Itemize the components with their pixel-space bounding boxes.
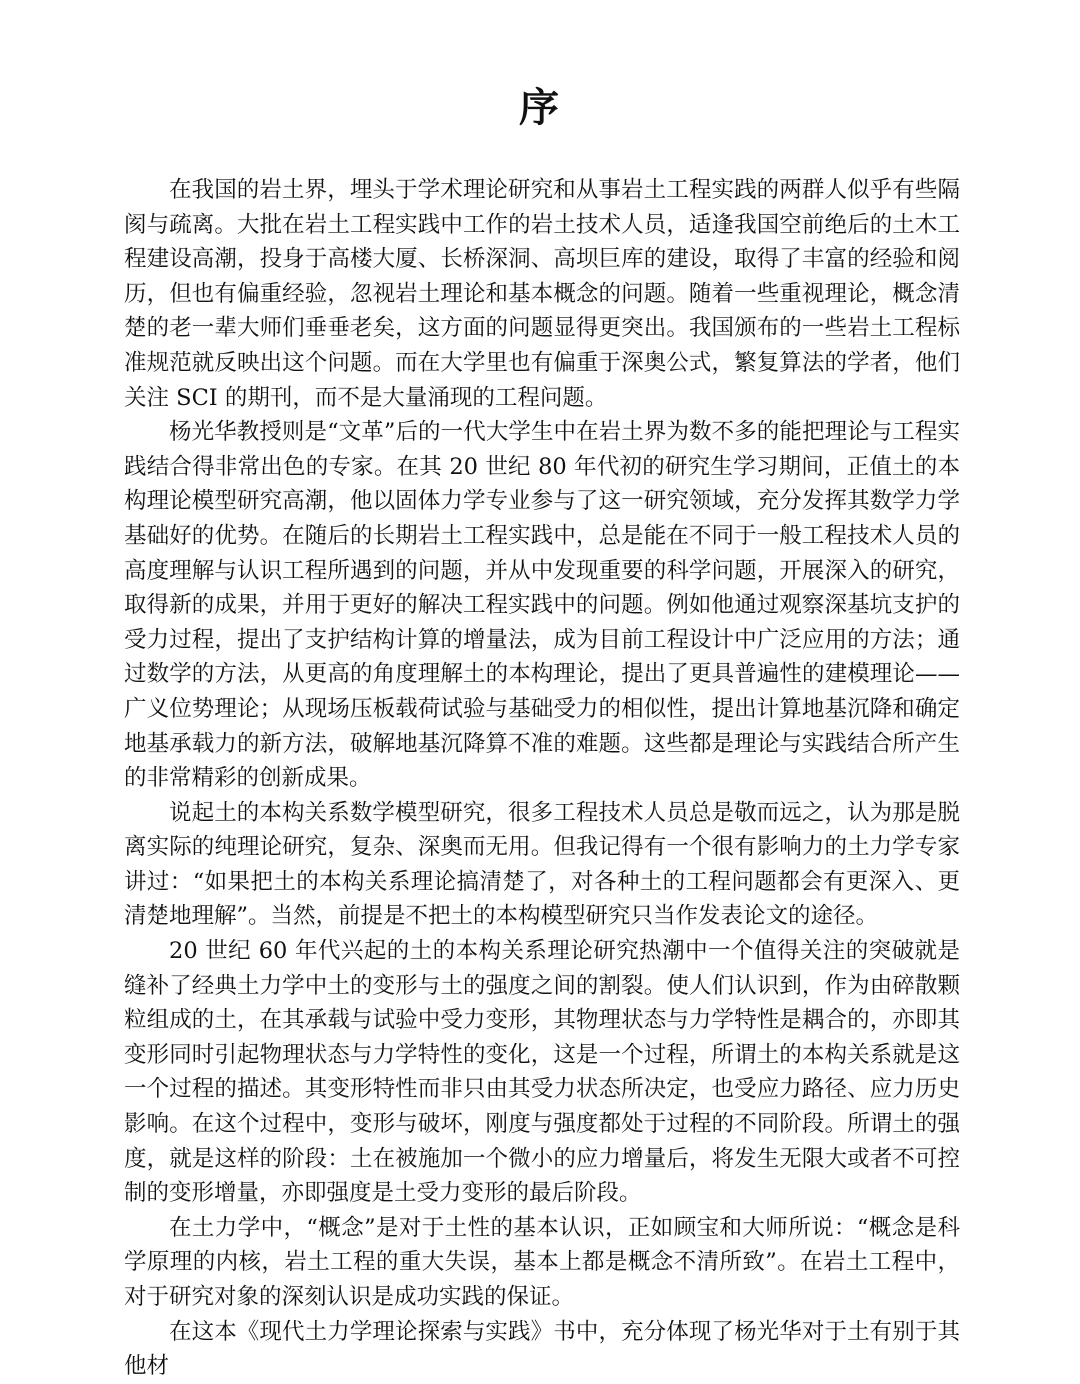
paragraph: 20 世纪 60 年代兴起的土的本构关系理论研究热潮中一个值得关注的突破就是缝补了经典土力学中土的变形与土的强度之间的割裂。使人们认识到，作为由碎散颗粒组成的土，在其承载与试验中受力变形，其物理状态与力学特性是耦合的，亦即其变形同时引起物理状态与力学特性的变化，这是一个过程，所谓土的本构关系就是这一个过程的描述。其变形特性而非只由其受力状态所决定，也受应力路径、应力历史影响。在这个过程中，变形与破坏，刚度与强度都处于过程的不同阶段。所谓土的强度，就是这样的阶段：土在被施加一个微小的应力增量后，将发生无限大或者不可控制的变形增量，亦即强度是土受力变形的最后阶段。	[124, 938, 960, 1207]
paragraph: 在我国的岩土界，埋头于学术理论研究和从事岩土工程实践的两群人似乎有些隔阂与疏离。大批在岩土工程实践中工作的岩土技术人员，适逢我国空前绝后的土木工程建设高潮，投身于高楼大厦、长桥深洞、高坝巨库的建设，取得了丰富的经验和阅历，但也有偏重经验，忽视岩土理论和基本概念的问题。随着一些重视理论，概念清楚的老一辈大师们垂垂老矣，这方面的问题显得更突出。我国颁布的一些岩土工程标准规范就反映出这个问题。而在大学里也有偏重于深奥公式，繁复算法的学者，他们关注 SCI 的期刊，而不是大量涌现的工程问题。	[124, 177, 960, 411]
paragraph: 在土力学中，“概念”是对于土性的基本认识，正如顾宝和大师所说：“概念是科学原理的内核，岩土工程的重大失误，基本上都是概念不清所致”。在岩土工程中，对于研究对象的深刻认识是成功实践的保证。	[124, 1214, 960, 1310]
paragraph: 杨光华教授则是“文革”后的一代大学生中在岩土界为数不多的能把理论与工程实践结合得非常出色的专家。在其 20 世纪 80 年代初的研究生学习期间，正值土的本构理论模型研究高潮，他以固体力学专业参与了这一研究领域，充分发挥其数学力学基础好的优势。在随后的长期岩土工程实践中，总是能在不同于一般工程技术人员的高度理解与认识工程所遇到的问题，并从中发现重要的科学问题，开展深入的研究，取得新的成果，并用于更好的解决工程实践中的问题。例如他通过观察深基坑支护的受力过程，提出了支护结构计算的增量法，成为目前工程设计中广泛应用的方法；通过数学的方法，从更高的角度理解土的本构理论，提出了更具普遍性的建模理论——广义位势理论；从现场压板载荷试验与基础受力的相似性，提出计算地基沉降和确定地基承载力的新方法，破解地基沉降算不准的难题。这些都是理论与实践结合所产生的非常精彩的创新成果。	[124, 419, 960, 792]
page-title: 序	[519, 84, 561, 131]
paragraph: 说起土的本构关系数学模型研究，很多工程技术人员总是敬而远之，认为那是脱离实际的纯理论研究，复杂、深奥而无用。但我记得有一个很有影响力的土力学专家讲过：“如果把土的本构关系理论搞清楚了，对各种土的工程问题都会有更深入、更清楚地理解”。当然，前提是不把土的本构模型研究只当作发表论文的途径。	[124, 799, 960, 930]
preface-body	[124, 173, 960, 1384]
paragraph: 在这本《现代土力学理论探索与实践》书中，充分体现了杨光华对于土有别于其他材	[124, 1318, 960, 1380]
